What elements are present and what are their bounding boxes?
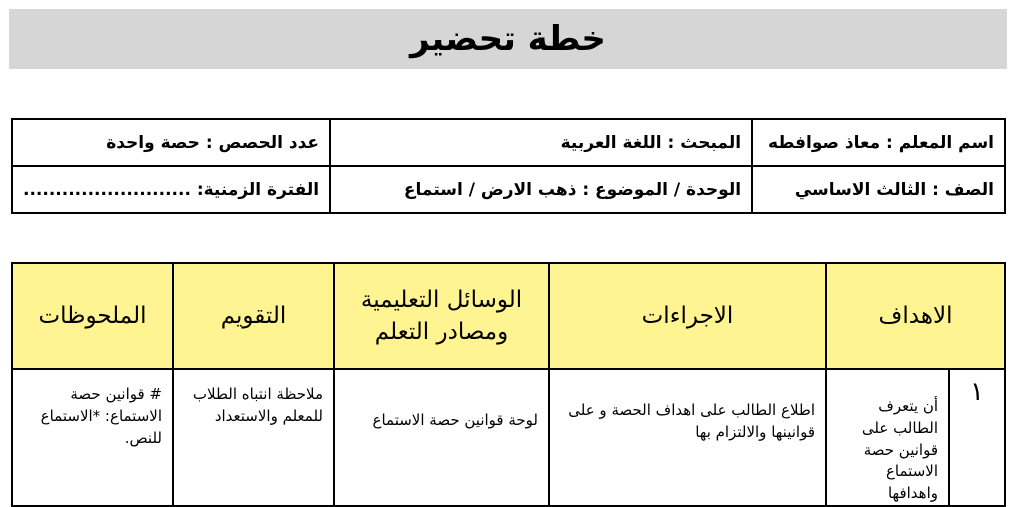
page-title: خطة تحضير <box>9 9 1007 69</box>
info-row-1 <box>12 119 1005 166</box>
timeframe-cell: الفترة الزمنية: .......................... <box>12 166 330 213</box>
periods-cell: عدد الحصص : حصة واحدة <box>12 119 330 166</box>
plan-header-row <box>12 263 1005 369</box>
plan-row <box>12 369 1005 506</box>
header-evaluation: التقويم <box>173 263 334 369</box>
subject-cell: المبحث : اللغة العربية <box>330 119 752 166</box>
header-procedures: الاجراءات <box>549 263 826 369</box>
grade-cell: الصف : الثالث الاساسي <box>752 166 1005 213</box>
resource-cell: لوحة قوانين حصة الاستماع <box>334 369 549 506</box>
teacher-cell: اسم المعلم : معاذ صوافطه <box>752 119 1005 166</box>
lesson-plan-table <box>11 262 1006 507</box>
row-number: ١ <box>949 369 1005 506</box>
header-resources: الوسائل التعليمية ومصادر التعلم <box>334 263 549 369</box>
unit-cell: الوحدة / الموضوع : ذهب الارض / استماع <box>330 166 752 213</box>
header-objectives: الاهداف <box>826 263 1005 369</box>
objective-cell: أن يتعرف الطالب على قوانين حصة الاستماع واهدافها <box>826 369 949 506</box>
procedure-cell: اطلاع الطالب على اهداف الحصة و على قوانينها والالتزام بها <box>549 369 826 506</box>
info-row-2 <box>12 166 1005 213</box>
info-table <box>11 118 1006 214</box>
notes-cell: # قوانين حصة الاستماع: *الاستماع للنص. <box>12 369 173 506</box>
evaluation-cell: ملاحظة انتباه الطلاب للمعلم والاستعداد <box>173 369 334 506</box>
header-notes: الملحوظات <box>12 263 173 369</box>
